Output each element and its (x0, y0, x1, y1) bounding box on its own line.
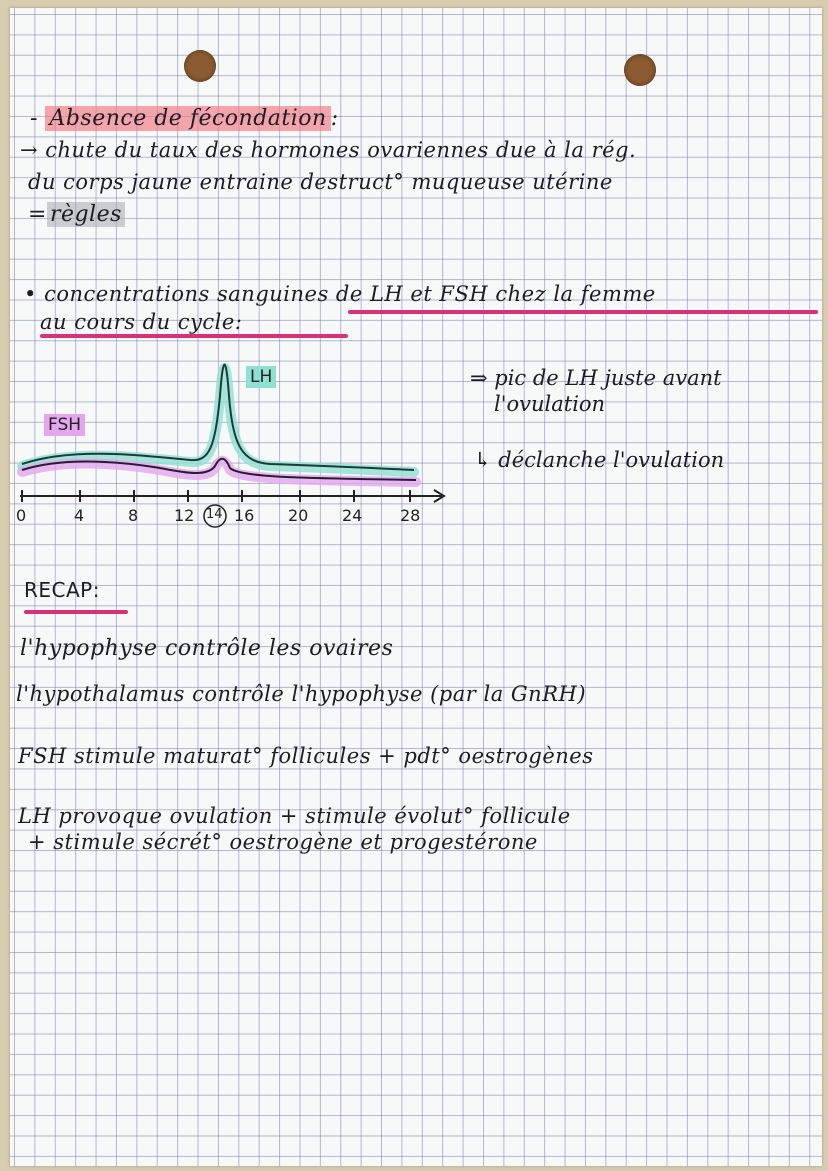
recap-line4: LH provoque ovulation + stimule évolut° follicule (18, 804, 571, 828)
side-note-1-line2: l'ovulation (494, 392, 606, 416)
recap-line3: FSH stimule maturat° follicules + pdt° oestrogènes (18, 744, 594, 768)
bullet: • (24, 282, 37, 306)
punch-hole-left (184, 50, 216, 82)
notebook-page (10, 8, 822, 1166)
section1-title-colon: : (330, 106, 339, 131)
tick-16: 16 (234, 506, 255, 525)
recap-title-line (24, 578, 100, 602)
section2-heading-colon: : (234, 310, 243, 334)
recap-line1: l'hypophyse contrôle les ovaires (20, 636, 394, 661)
section1-title: Absence de fécondation (45, 106, 330, 131)
side-note-1-line1: ⇒ pic de LH juste avant (470, 366, 722, 390)
section1-line3 (28, 202, 125, 227)
recap-underline (24, 610, 128, 614)
dash: - (30, 106, 46, 131)
section2-heading-line1 (24, 282, 656, 306)
tick-0: 0 (16, 506, 27, 525)
section1-line3-highlight: règles (47, 202, 125, 227)
section1-title-line (30, 106, 339, 131)
recap-line5: + stimule sécrét° oestrogène et progestérone (28, 830, 538, 854)
tick-12: 12 (174, 506, 195, 525)
heading-underline-1 (348, 310, 818, 314)
section2-heading-text1: concentrations sanguines de LH et FSH chez la femme (44, 282, 656, 306)
lh-label: LH (246, 366, 276, 388)
recap-title: RECAP (24, 578, 93, 602)
section1-line1: → chute du taux des hormones ovariennes due à la rég. (20, 138, 637, 162)
fsh-label: FSH (44, 414, 85, 436)
tick-14: 14 (206, 507, 223, 522)
punch-hole-right (624, 54, 656, 86)
tick-20: 20 (288, 506, 309, 525)
section1-line3-prefix: = (28, 202, 47, 227)
section2-heading-text2: au cours du cycle (40, 310, 235, 334)
tick-4: 4 (74, 506, 85, 525)
tick-8: 8 (128, 506, 139, 525)
section1-line2: du corps jaune entraine destruct° muqueuse utérine (28, 170, 613, 194)
tick-28: 28 (400, 506, 421, 525)
tick-24: 24 (342, 506, 363, 525)
side-note-2: ↳ déclanche l'ovulation (474, 448, 725, 472)
recap-colon: : (92, 578, 100, 602)
section2-heading-line2 (40, 310, 242, 334)
recap-line2: l'hypothalamus contrôle l'hypophyse (par la GnRH) (16, 682, 587, 706)
